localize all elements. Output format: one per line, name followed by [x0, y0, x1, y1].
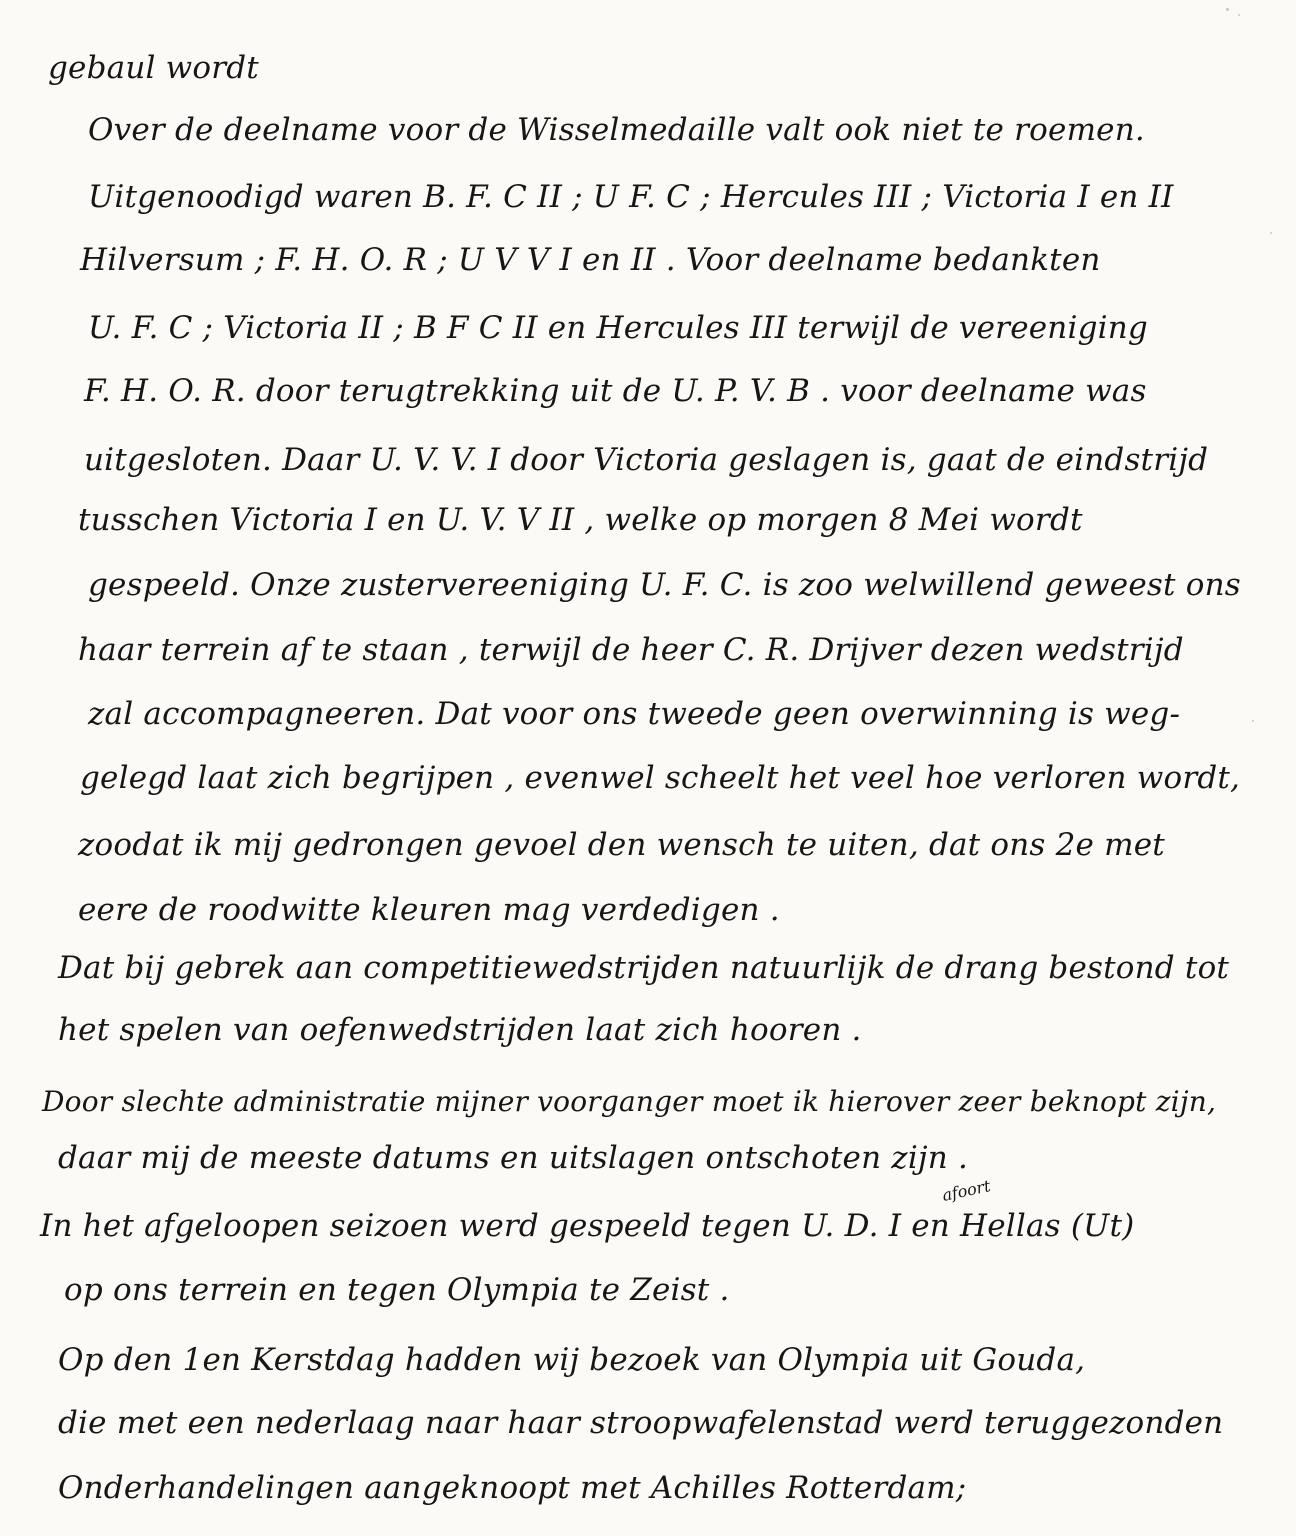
handwritten-line: Uitgenoodigd waren B. F. C II ; U F. C ; Hercules III ; Victoria I en II	[88, 179, 1174, 215]
handwritten-line: F. H. O. R. door terugtrekking uit de U. P. V. B . voor deelname was	[84, 373, 1147, 409]
handwritten-line: Over de deelname voor de Wisselmedaille valt ook niet te roemen.	[88, 112, 1145, 148]
handwritten-line: tusschen Victoria I en U. V. V II , welke op morgen 8 Mei wordt	[78, 502, 1083, 538]
handwritten-line: eere de roodwitte kleuren mag verdedigen .	[78, 892, 780, 928]
handwritten-line: die met een nederlaag naar haar stroopwafelenstad werd teruggezonden	[58, 1405, 1224, 1441]
handwritten-line: U. F. C ; Victoria II ; B F C II en Hercules III terwijl de vereeniging	[88, 310, 1148, 346]
handwritten-line: daar mij de meeste datums en uitslagen ontschoten zijn .	[58, 1140, 969, 1176]
handwritten-line: Onderhandelingen aangeknoopt met Achilles Rotterdam;	[58, 1470, 967, 1506]
handwritten-line: gespeeld. Onze zustervereeniging U. F. C. is zoo welwillend geweest ons	[88, 567, 1241, 603]
handwritten-line: Door slechte administratie mijner voorganger moet ik hierover zeer beknopt zijn,	[42, 1085, 1217, 1118]
handwritten-line: gelegd laat zich begrijpen , evenwel scheelt het veel hoe verloren wordt,	[80, 760, 1241, 796]
handwritten-line: het spelen van oefenwedstrijden laat zich hooren .	[58, 1012, 862, 1048]
paper-speck	[1226, 8, 1229, 11]
handwritten-line: In het afgeloopen seizoen werd gespeeld tegen U. D. I en Hellas (Ut)	[40, 1208, 1135, 1244]
handwritten-line: Dat bij gebrek aan competitiewedstrijden natuurlijk de drang bestond tot	[58, 950, 1230, 986]
margin-annotation: afoort	[940, 1176, 993, 1205]
paper-speck	[1238, 14, 1240, 16]
paper-speck	[1270, 232, 1272, 234]
handwritten-line: uitgesloten. Daar U. V. V. I door Victoria geslagen is, gaat de eindstrijd	[84, 442, 1209, 478]
handwritten-line: op ons terrein en tegen Olympia te Zeist .	[64, 1272, 730, 1308]
handwritten-line: Hilversum ; F. H. O. R ; U V V I en II . Voor deelname bedankten	[80, 242, 1101, 278]
paper-speck	[1252, 720, 1254, 722]
handwritten-line: gebaul wordt	[48, 50, 259, 86]
handwritten-line: zal accompagneeren. Dat voor ons tweede geen overwinning is weg-	[88, 696, 1181, 732]
handwritten-line: Op den 1en Kerstdag hadden wij bezoek van Olympia uit Gouda,	[58, 1342, 1086, 1378]
handwritten-line: zoodat ik mij gedrongen gevoel den wensch te uiten, dat ons 2e met	[78, 827, 1165, 863]
handwritten-line: haar terrein af te staan , terwijl de heer C. R. Drijver dezen wedstrijd	[78, 632, 1184, 668]
